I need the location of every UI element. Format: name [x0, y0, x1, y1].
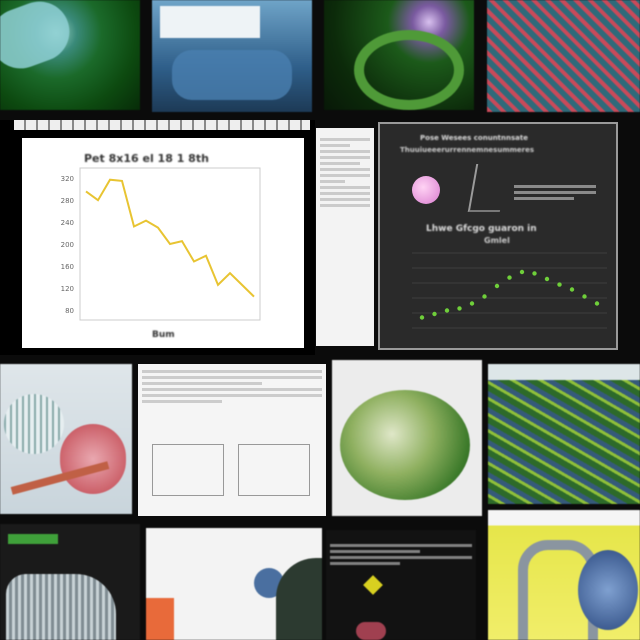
- scatter-point: [557, 282, 561, 286]
- dark-chart-title-2: Gmlel: [484, 236, 510, 245]
- scatter-point: [570, 287, 574, 291]
- line-series: [86, 180, 254, 297]
- tile-anatomy-illustration: [0, 364, 132, 514]
- y-tick-label: 80: [65, 307, 74, 315]
- tile-dark-fossil: [0, 524, 140, 640]
- line-chart-xlabel: Bum: [152, 330, 175, 340]
- scatter-point: [545, 277, 549, 281]
- scatter-point: [432, 312, 436, 316]
- line-chart-panel: [22, 138, 304, 348]
- tile-green-ferns: [488, 364, 640, 504]
- dark-header-line-2: Thuuiueeerurrennemnesummeres: [400, 146, 535, 154]
- tile-3d-cell: [332, 360, 482, 516]
- cell-figure-icon: [468, 164, 508, 212]
- tile-lab-photo: [152, 0, 312, 112]
- y-tick-label: 240: [60, 219, 74, 227]
- tile-dark-scatter: [378, 122, 618, 350]
- tile-dark-text-slide: [326, 530, 476, 640]
- tile-3d-organism: [488, 510, 640, 640]
- tile-sketch-collage: [146, 528, 322, 640]
- tile-document-page: [316, 128, 374, 346]
- scatter-point: [470, 301, 474, 305]
- scatter-point: [582, 294, 586, 298]
- tile-table-document: [138, 364, 326, 516]
- y-tick-label: 320: [60, 175, 74, 183]
- scatter-point: [482, 294, 486, 298]
- y-tick-label: 200: [60, 241, 74, 249]
- tile-red-network: [487, 0, 640, 112]
- scatter-point: [532, 271, 536, 275]
- dark-header-line-1: Pose Wesees conuntnnsate: [420, 134, 528, 142]
- line-chart: [22, 138, 304, 348]
- scatter-chart: [392, 248, 612, 338]
- y-tick-label: 120: [60, 285, 74, 293]
- scatter-point: [507, 275, 511, 279]
- scatter-point: [445, 308, 449, 312]
- dark-chart-title-1: Lhwe Gfcgo guaron in: [426, 224, 537, 234]
- scatter-point: [520, 270, 524, 274]
- scatter-point: [420, 315, 424, 319]
- y-tick-label: 280: [60, 197, 74, 205]
- scatter-point: [595, 301, 599, 305]
- tile-line-chart-frame: [0, 120, 315, 355]
- tile-organelle: [324, 0, 474, 110]
- line-chart-title: Pet 8x16 el 18 1 8th: [84, 152, 209, 165]
- tile-green-cell: [0, 0, 140, 110]
- y-tick-label: 160: [60, 263, 74, 271]
- scatter-point: [457, 306, 461, 310]
- scatter-point: [495, 284, 499, 288]
- pink-sphere: [412, 176, 440, 204]
